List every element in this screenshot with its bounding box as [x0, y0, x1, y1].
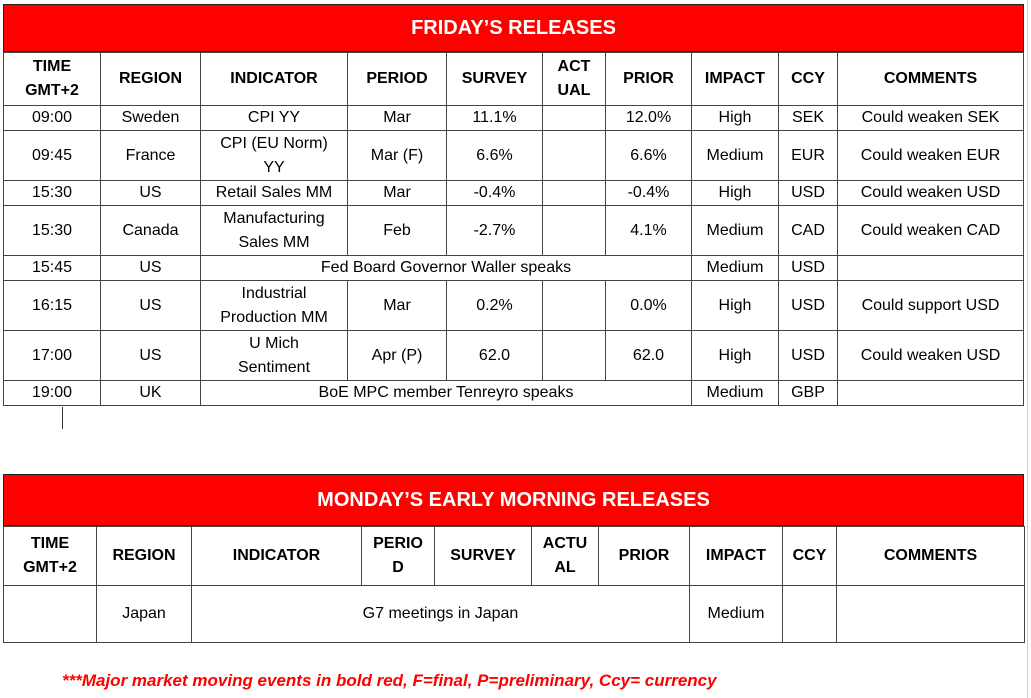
- impact-cell: High: [692, 331, 779, 381]
- col-region-header: REGION: [101, 53, 201, 106]
- page-edge-rule: [1027, 0, 1028, 698]
- actual-cell: [543, 131, 606, 181]
- region-cell: UK: [101, 381, 201, 406]
- prior-cell: -0.4%: [606, 181, 692, 206]
- actual-cell: [543, 206, 606, 256]
- time-cell: 09:45: [4, 131, 101, 181]
- period-cell: Mar: [348, 106, 447, 131]
- survey-cell: 11.1%: [447, 106, 543, 131]
- comments-cell: Could weaken SEK: [838, 106, 1024, 131]
- ccy-cell: [783, 586, 837, 643]
- region-cell: France: [101, 131, 201, 181]
- col-prior-header: PRIOR: [606, 53, 692, 106]
- table-row: [4, 206, 1024, 256]
- comments-cell: Could weaken USD: [838, 181, 1024, 206]
- col-survey-header: SURVEY: [447, 53, 543, 106]
- prior-cell: 4.1%: [606, 206, 692, 256]
- col-actual-header: ACT UAL: [543, 53, 606, 106]
- comments-cell: Could weaken EUR: [838, 131, 1024, 181]
- region-cell: US: [101, 256, 201, 281]
- indicator-cell: CPI (EU Norm) YY: [201, 131, 348, 181]
- comments-cell: Could support USD: [838, 281, 1024, 331]
- ccy-cell: EUR: [779, 131, 838, 181]
- col-prior-header: PRIOR: [599, 527, 690, 586]
- ccy-cell: USD: [779, 331, 838, 381]
- comments-cell: [838, 256, 1024, 281]
- impact-cell: Medium: [692, 206, 779, 256]
- indicator-cell: Industrial Production MM: [201, 281, 348, 331]
- survey-cell: -2.7%: [447, 206, 543, 256]
- period-cell: Mar: [348, 181, 447, 206]
- region-cell: Sweden: [101, 106, 201, 131]
- col-period-header: PERIOD: [348, 53, 447, 106]
- monday-releases-banner: [3, 474, 1024, 526]
- survey-cell: 62.0: [447, 331, 543, 381]
- friday-releases-banner: [3, 4, 1024, 52]
- impact-cell: Medium: [690, 586, 783, 643]
- region-cell: Canada: [101, 206, 201, 256]
- table-row: [4, 281, 1024, 331]
- comments-cell: Could weaken USD: [838, 331, 1024, 381]
- impact-cell: Medium: [692, 256, 779, 281]
- col-impact-header: IMPACT: [692, 53, 779, 106]
- col-indicator-header: INDICATOR: [192, 527, 362, 586]
- region-cell: Japan: [97, 586, 192, 643]
- survey-cell: -0.4%: [447, 181, 543, 206]
- col-ccy-header: CCY: [779, 53, 838, 106]
- period-cell: Mar (F): [348, 131, 447, 181]
- monday-releases-title: MONDAY’S EARLY MORNING RELEASES: [317, 488, 710, 511]
- time-cell: 19:00: [4, 381, 101, 406]
- col-period-header: PERIO D: [362, 527, 435, 586]
- ccy-cell: USD: [779, 281, 838, 331]
- actual-cell: [543, 181, 606, 206]
- table-row: [4, 586, 1025, 643]
- col-region-header: REGION: [97, 527, 192, 586]
- cursor-tick: [62, 407, 63, 429]
- table-row: [4, 181, 1024, 206]
- comments-cell: [838, 381, 1024, 406]
- ccy-cell: GBP: [779, 381, 838, 406]
- actual-cell: [543, 106, 606, 131]
- ccy-cell: SEK: [779, 106, 838, 131]
- prior-cell: 62.0: [606, 331, 692, 381]
- indicator-cell: Retail Sales MM: [201, 181, 348, 206]
- col-impact-header: IMPACT: [690, 527, 783, 586]
- region-cell: US: [101, 331, 201, 381]
- time-cell: 15:45: [4, 256, 101, 281]
- footnote: ***Major market moving events in bold red, F=final, P=preliminary, Ccy= currency: [62, 671, 717, 690]
- indicator-cell: U Mich Sentiment: [201, 331, 348, 381]
- time-cell: 15:30: [4, 206, 101, 256]
- col-time-header: TIME GMT+2: [4, 527, 97, 586]
- friday-releases-table: [3, 52, 1024, 406]
- friday-releases-title: FRIDAY’S RELEASES: [411, 16, 616, 39]
- time-cell: [4, 586, 97, 643]
- time-cell: 15:30: [4, 181, 101, 206]
- table-row: [4, 131, 1024, 181]
- ccy-cell: USD: [779, 181, 838, 206]
- comments-cell: Could weaken CAD: [838, 206, 1024, 256]
- impact-cell: Medium: [692, 131, 779, 181]
- period-cell: Mar: [348, 281, 447, 331]
- table-row: [4, 381, 1024, 406]
- indicator-cell: CPI YY: [201, 106, 348, 131]
- comments-cell: [837, 586, 1025, 643]
- survey-cell: 0.2%: [447, 281, 543, 331]
- table-row: [4, 331, 1024, 381]
- col-comments-header: COMMENTS: [838, 53, 1024, 106]
- impact-cell: Medium: [692, 381, 779, 406]
- impact-cell: High: [692, 106, 779, 131]
- indicator-cell: Manufacturing Sales MM: [201, 206, 348, 256]
- table-row: [4, 106, 1024, 131]
- prior-cell: 12.0%: [606, 106, 692, 131]
- survey-cell: 6.6%: [447, 131, 543, 181]
- header-row: [4, 53, 1024, 106]
- actual-cell: [543, 331, 606, 381]
- period-cell: Feb: [348, 206, 447, 256]
- ccy-cell: CAD: [779, 206, 838, 256]
- event-cell: BoE MPC member Tenreyro speaks: [201, 381, 692, 406]
- region-cell: US: [101, 181, 201, 206]
- event-cell: G7 meetings in Japan: [192, 586, 690, 643]
- header-row: [4, 527, 1025, 586]
- region-cell: US: [101, 281, 201, 331]
- col-indicator-header: INDICATOR: [201, 53, 348, 106]
- prior-cell: 0.0%: [606, 281, 692, 331]
- col-actual-header: ACTU AL: [532, 527, 599, 586]
- ccy-cell: USD: [779, 256, 838, 281]
- actual-cell: [543, 281, 606, 331]
- col-ccy-header: CCY: [783, 527, 837, 586]
- period-cell: Apr (P): [348, 331, 447, 381]
- table-row: [4, 256, 1024, 281]
- col-comments-header: COMMENTS: [837, 527, 1025, 586]
- impact-cell: High: [692, 181, 779, 206]
- col-survey-header: SURVEY: [435, 527, 532, 586]
- event-cell: Fed Board Governor Waller speaks: [201, 256, 692, 281]
- col-time-header: TIME GMT+2: [4, 53, 101, 106]
- time-cell: 09:00: [4, 106, 101, 131]
- impact-cell: High: [692, 281, 779, 331]
- time-cell: 17:00: [4, 331, 101, 381]
- time-cell: 16:15: [4, 281, 101, 331]
- prior-cell: 6.6%: [606, 131, 692, 181]
- monday-releases-table: [3, 526, 1025, 643]
